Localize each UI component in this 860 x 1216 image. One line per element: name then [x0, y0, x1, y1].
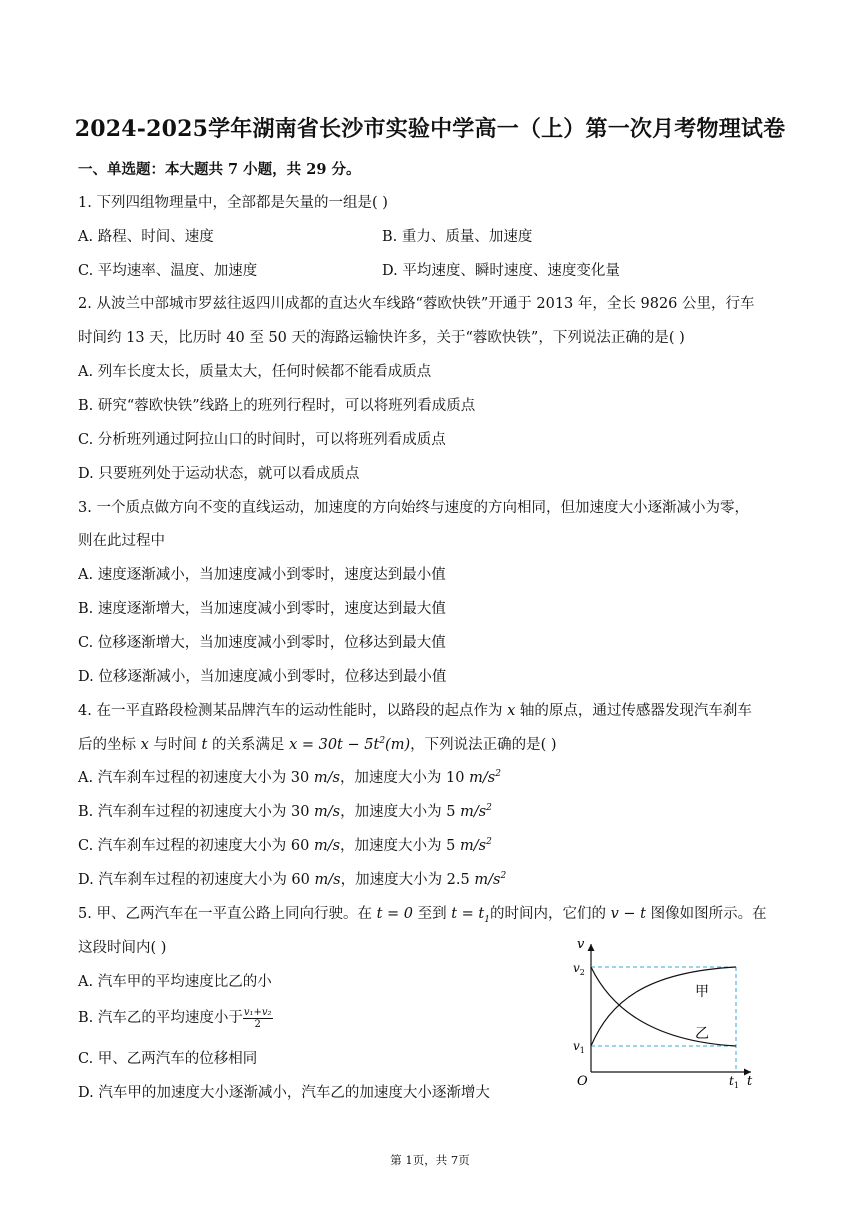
q4-d-unit-v: m/s [314, 872, 341, 888]
q4-c-text: C. 汽车刹车过程的初速度大小为 60 [78, 838, 310, 854]
q1-option-a: A. 路程、时间、速度 [78, 229, 214, 245]
q4-c-text-2: ，加速度大小为 5 [340, 838, 456, 854]
jia-label: 甲 [695, 984, 709, 1000]
t1-label-body: t [729, 1074, 734, 1088]
q4-stem-line1 [78, 699, 752, 720]
q4-b-unit-a [460, 804, 492, 820]
q4-d-unit-a [474, 872, 506, 888]
q3-stem-line2: 则在此过程中 [78, 533, 165, 549]
q4-option-c [78, 834, 492, 855]
curve-jia [591, 967, 736, 1046]
q2-option-a: A. 列车长度太长，质量太大，任何时候都不能看成质点 [78, 364, 432, 380]
q4-stem-line2 [78, 733, 557, 754]
q4-equation-unit: (m) [385, 737, 411, 753]
q4-stem-text-c: 后的坐标 [78, 737, 136, 753]
q4-t-var: t [201, 737, 208, 753]
q4-stem-text-d: 与时间 [153, 737, 197, 753]
q1-option-c: C. 平均速率、温度、加速度 [78, 263, 258, 279]
q4-b-text: B. 汽车刹车过程的初速度大小为 30 [78, 804, 310, 820]
q4-stem-text-a: 4. 在一平直路段检测某品牌汽车的运动性能时，以路段的起点作为 [78, 703, 503, 719]
q4-stem-text-e: 的关系满足 [211, 737, 285, 753]
q4-equation-exp: 2 [379, 736, 386, 747]
q3-stem-line1: 3. 一个质点做方向不变的直线运动，加速度的方向始终与速度的方向相同，但加速度大小逐渐减小为零， [78, 500, 749, 516]
q4-b-text-2: ，加速度大小为 5 [340, 804, 456, 820]
v2-label-sub: 2 [579, 968, 585, 977]
exam-title: 2024-2025学年湖南省长沙市实验中学高一（上）第一次月考物理试卷 [74, 116, 786, 142]
q5-vt: v − t [610, 906, 646, 922]
v1-label-body: v [573, 1039, 580, 1053]
q4-equation [289, 737, 410, 753]
q3-option-c: C. 位移逐渐增大，当加速度减小到零时，位移达到最大值 [78, 635, 446, 651]
q5-option-d: D. 汽车甲的加速度大小逐渐减小，汽车乙的加速度大小逐渐增大 [78, 1085, 490, 1101]
q5-stem-line1 [78, 902, 767, 925]
q4-a-text-2: ，加速度大小为 10 [339, 770, 465, 786]
q5-b-text: B. 汽车乙的平均速度小于 [78, 1010, 243, 1026]
q3-option-a: A. 速度逐渐减小，当加速度减小到零时，速度达到最小值 [78, 567, 446, 583]
q4-b-unit-a-body: m/s [460, 804, 487, 820]
q2-option-d: D. 只要班列处于运动状态，就可以看成质点 [78, 466, 360, 482]
q5-option-b [78, 1006, 273, 1030]
q4-a-text: A. 汽车刹车过程的初速度大小为 30 [78, 770, 310, 786]
t1-label [729, 1074, 739, 1090]
origin-label: O [577, 1074, 588, 1089]
q4-d-text-2: ，加速度大小为 2.5 [340, 872, 470, 888]
page-footer: 第 1页，共 7页 [390, 1153, 470, 1167]
q4-b-unit-a-exp: 2 [486, 803, 492, 814]
q5-t0: t = 0 [376, 906, 413, 922]
q2-stem-line2: 时间约 13 天，比历时 40 至 50 天的海路运输快许多，关于“蓉欧快铁”，下列说法正确的是( ) [78, 330, 685, 346]
q5-t1 [451, 906, 490, 925]
t1-label-sub: 1 [733, 1081, 739, 1090]
v2-label [573, 961, 585, 977]
q4-c-unit-a-body: m/s [460, 838, 487, 854]
q5-stem-text-d: 图像如图所示。在 [650, 906, 767, 922]
q5-b-fraction-den: 2 [254, 1018, 261, 1030]
v1-label-sub: 1 [579, 1046, 585, 1055]
yi-label: 乙 [695, 1026, 709, 1042]
q4-option-b [78, 800, 492, 821]
q2-option-c: C. 分析班列通过阿拉山口的时间时，可以将班列看成质点 [78, 432, 446, 448]
q5-stem-text-c: 的时间内，它们的 [489, 906, 606, 922]
q5-b-fraction [243, 1007, 273, 1030]
q4-stem-text-b: 轴的原点，通过传感器发现汽车刹车 [519, 703, 752, 719]
q2-stem-line1: 2. 从波兰中部城市罗兹往返四川成都的直达火车线路“蓉欧快铁”开通于 2013 年，全长 9826 公里，行车 [78, 296, 755, 312]
q4-d-text: D. 汽车刹车过程的初速度大小为 60 [78, 872, 310, 888]
vt-graph [565, 932, 765, 1090]
q4-d-unit-a-exp: 2 [500, 871, 507, 882]
section-heading: 一、单选题：本大题共 7 小题，共 29 分。 [78, 161, 361, 178]
q4-c-unit-a-exp: 2 [486, 837, 492, 848]
q5-option-a: A. 汽车甲的平均速度比乙的小 [78, 974, 272, 990]
q5-b-fraction-num: v₁+v₂ [243, 1006, 272, 1018]
q4-c-unit-a [460, 838, 492, 854]
q3-option-b: B. 速度逐渐增大，当加速度减小到零时，速度达到最大值 [78, 601, 446, 617]
q2-option-b: B. 研究“蓉欧快铁”线路上的班列行程时，可以将班列看成质点 [78, 398, 476, 414]
q4-option-a [78, 766, 501, 787]
q5-t1-body: t = t [451, 906, 485, 922]
q5-stem-text-a: 5. 甲、乙两汽车在一平直公路上同向行驶。在 [78, 906, 372, 922]
q5-stem-text-b: 至到 [417, 906, 447, 922]
q4-a-unit-a-body: m/s [469, 770, 496, 786]
q4-a-unit-a-exp: 2 [495, 769, 501, 780]
t-axis-label: t [747, 1074, 753, 1089]
q5-t1-sub: 1 [484, 914, 490, 925]
q1-option-d: D. 平均速度、瞬时速度、速度变化量 [382, 263, 620, 279]
q4-b-unit-v: m/s [314, 804, 341, 820]
q4-option-d [78, 868, 506, 889]
q4-a-unit-a [469, 770, 501, 786]
q5-option-c: C. 甲、乙两汽车的位移相同 [78, 1051, 258, 1067]
v-axis-label: v [577, 937, 585, 952]
q4-equation-body: x = 30t − 5t [289, 737, 380, 753]
curve-yi [591, 967, 736, 1046]
q1-stem: 1. 下列四组物理量中，全部都是矢量的一组是( ) [78, 195, 388, 211]
q4-x-var-2: x [140, 737, 149, 753]
q1-option-b: B. 重力、质量、加速度 [382, 229, 533, 245]
v1-label [573, 1039, 585, 1055]
q5-stem-line2: 这段时间内( ) [78, 940, 167, 956]
q4-c-unit-v: m/s [313, 838, 341, 854]
q4-stem-text-f: ，下列说法正确的是( ) [410, 737, 557, 753]
q4-d-unit-a-body: m/s [474, 872, 501, 888]
q4-x-var: x [507, 703, 516, 719]
q4-a-unit-v: m/s [313, 770, 340, 786]
v2-label-body: v [573, 961, 580, 975]
q3-option-d: D. 位移逐渐减小，当加速度减小到零时，位移达到最小值 [78, 669, 447, 685]
